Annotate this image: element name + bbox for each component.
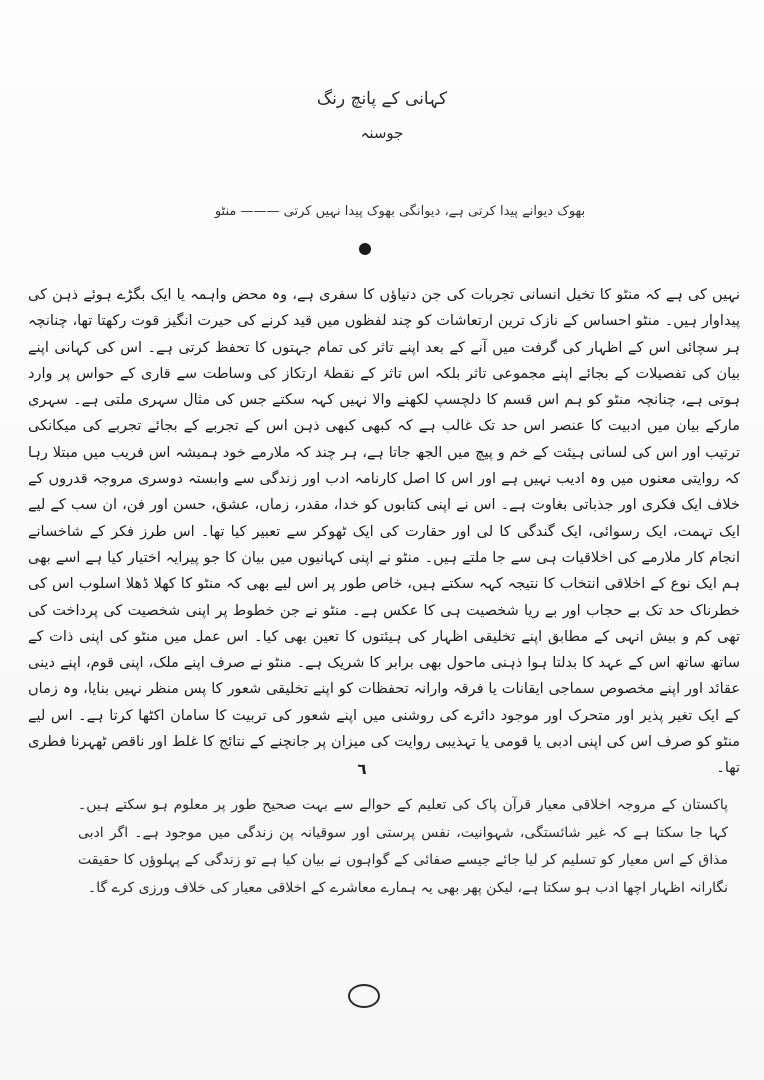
epigraph-quote: بھوک دیوانے پیدا کرتی ہے، دیوانگی بھوک پیدا نہیں کرتی ——— منٹو — [214, 204, 586, 219]
body-paragraph-2: پاکستان کے مروجہ اخلاقی معیار قرآن پاک کی تعلیم کے حوالے سے بہت صحیح طور پر معلوم ہو سکتے ہیں۔ کہا جا سکتا ہے کہ غیر شائستگی، شہوانیت، نفس پرستی اور سوقیانہ پن زندگی میں موجود ہے۔ اگر ادبی مذاق کے اس معیار کو تسلیم کر لیا جائے جیسے صفائی کے گواہوں نے بیان کیا ہے تو زندگی کے پہلوؤں کا حقیقت نگارانہ اظہار اچھا ادب ہو سکتا ہے، لیکن پھر بھی یہ ہمارے معاشرے کے اخلاقی معیار کی خلاف ورزی کرے گا۔ — [78, 797, 728, 896]
circle-mark-icon — [348, 984, 380, 1008]
body-paragraph-1: نہیں کی ہے کہ منٹو کا تخیل انسانی تجربات کی جن دنیاؤں کا سفری ہے، وہ محض واہمہ یا ایک بگڑے ہوئے ذہن کی پیداوار ہیں۔ منٹو احساس کے نازک ترین ارتعاشات کو چند لفظوں میں قید کرنے کی حیرت انگیز قوت رکھتا تھا، چنانچہ ہر سچائی اس کے اظہار کی گرفت میں آنے کے بعد اپنے تاثر کی تمام جہتوں کا تحفظ کرتی ہے۔ اس کی کہانی اپنے بیان کی تفصیلات کے بجائے اپنے مجموعی تاثر بلکہ اس تاثر کے نقطۂ ارتکاز کی وساطت سے قاری کے حواس پر وارد ہوتی ہے، چنانچہ منٹو کو ہم اس قسم کا دلچسپ لکھنے والا نہیں کہہ سکتے جس کی مثال سہری ملتی ہے۔ سہری مارکے بیان میں ادبیت کا عنصر اس حد تک غالب ہے کہ کبھی کبھی ذہن اس کے تجربے کے بجائے تجربے کی میکانکی ترتیب اور اس کی لسانی ہیئت کے خم و پیچ میں الجھ جاتا ہے، ہر چند کہ ملارمے خود ہمیشہ اس فریب میں مبتلا رہا کہ روایتی معنوں میں وہ ادیب نہیں ہے اور اس کا اصل کارنامہ ادب اور زندگی سے وابستہ دوسری مروجہ قدروں کے خلاف ایک فکری اور جذباتی بغاوت ہے۔ اس نے اپنی کتابوں کو خدا، مقدر، زماں، عشق، حسن اور فن، ان سب کے لیے ایک تہمت، ایک رسوائی، ایک گندگی کا لی اور حقارت کی ایک ٹھوکر سے تعبیر کیا تھا۔ اس طرز فکر کے شاخسانے انجام کار ملارمے کی اخلاقیات ہی سے جا ملتے ہیں۔ منٹو نے اپنی کہانیوں میں بیان کا جو پیرایہ اختیار کیا ہے اسے بھی ہم ایک نوع کے اخلاقی انتخاب کا نتیجہ کہہ سکتے ہیں، خاص طور پر اس لیے بھی کہ منٹو کا کھلا ڈھلا اسلوب اس کی خطرناک حد تک بے حجاب اور بے ریا شخصیت ہی کا عکس ہے۔ منٹو نے جن خطوط پر اپنی شخصیت کی پرداخت کی تھی کم و بیش انہی کے مطابق اپنے تخلیقی اظہار کی ہیئتوں کا تعین بھی کیا۔ اس عمل میں منٹو کی اپنی ذات کے ساتھ ساتھ اس کے عہد کا بدلتا ہوا ذہنی ماحول بھی برابر کا شریک ہے۔ منٹو نے صرف اپنے ملک، اپنی قوم، اپنے دینی عقائد اور اپنے مخصوص سماجی ایقانات یا فرقہ وارانہ تحفظات کو اپنے تخلیقی شعور کا پس منظر نہیں بنایا، وہ زماں کے ایک تغیر پذیر اور متحرک اور موجود دائرے کی روشنی میں اپنے شعور کی تربیت کا سامان اکٹھا کرتا ہے۔ اس لیے منٹو کو صرف اس کی اپنی ادبی یا قومی یا تہذیبی روایت کی میزان پر جانچنے کے نتائج کا غلط اور ناقص ٹھہرنا فطری تھا۔ — [28, 287, 740, 777]
page-number: ٦ — [357, 760, 367, 778]
section-bullet-icon — [359, 243, 371, 255]
author-name: جوسنہ — [360, 124, 404, 142]
document-title: کہانی کے پانچ رنگ — [316, 89, 448, 109]
